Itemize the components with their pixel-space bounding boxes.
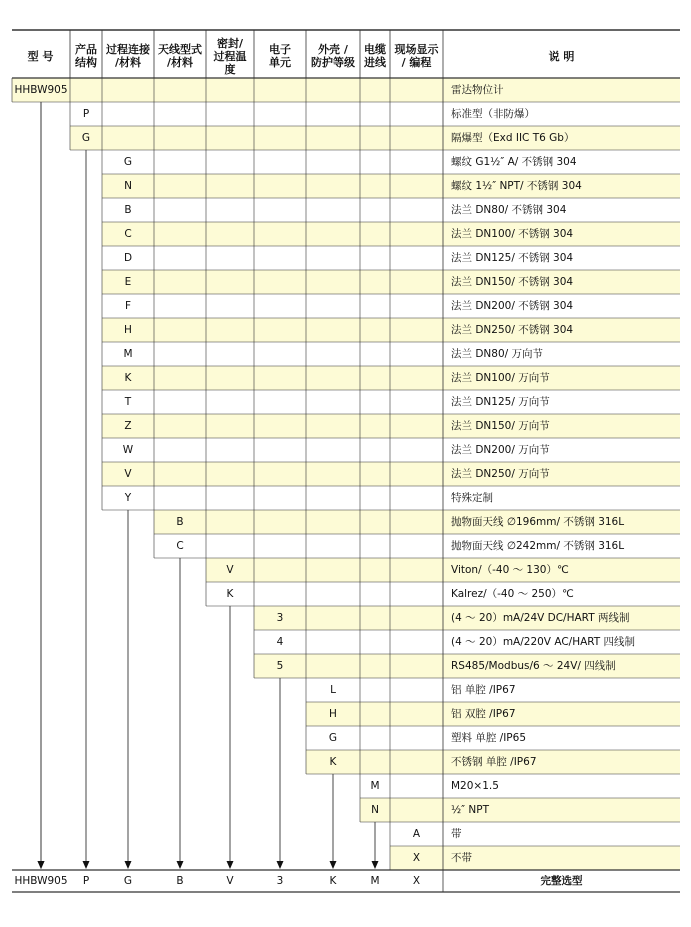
- option-code: T: [124, 396, 132, 408]
- summary-code: M: [370, 875, 380, 887]
- row-highlight: [102, 270, 680, 294]
- summary-code: 3: [276, 875, 284, 887]
- option-description: 法兰 DN80/ 万向节: [451, 348, 544, 360]
- header-antenna: 天线型式 /材料: [158, 43, 202, 69]
- summary-code: B: [176, 875, 184, 887]
- row-highlight: [12, 78, 680, 102]
- option-code: V: [226, 564, 234, 576]
- option-description: 法兰 DN125/ 不锈钢 304: [451, 252, 574, 264]
- option-code: 4: [276, 636, 284, 648]
- option-code: G: [123, 156, 133, 168]
- option-code: 5: [276, 660, 284, 672]
- option-code: K: [329, 756, 337, 768]
- arrow-head: [38, 861, 45, 869]
- option-code: C: [176, 540, 184, 552]
- option-description: 螺纹 G1½″ A/ 不锈钢 304: [451, 156, 577, 168]
- option-code: D: [123, 252, 133, 264]
- option-description: 抛物面天线 ∅196mm/ 不锈钢 316L: [451, 516, 625, 528]
- option-code: L: [330, 684, 336, 696]
- option-code: HHBW905: [14, 84, 68, 96]
- arrow-head: [277, 861, 284, 869]
- option-description: 不锈钢 单腔 /IP67: [451, 756, 537, 768]
- summary-label: 完整选型: [540, 875, 583, 887]
- option-code: G: [328, 732, 338, 744]
- option-description: 法兰 DN100/ 万向节: [451, 372, 550, 384]
- option-description: 法兰 DN200/ 不锈钢 304: [451, 300, 574, 312]
- arrow-head: [227, 861, 234, 869]
- row-highlight: [102, 222, 680, 246]
- option-code: X: [412, 852, 421, 864]
- option-description: Viton/（-40 ～ 130）℃: [451, 564, 569, 576]
- option-description: (4 ～ 20）mA/24V DC/HART 两线制: [451, 612, 630, 624]
- option-code: F: [124, 300, 132, 312]
- option-code: H: [329, 708, 337, 720]
- row-highlight: [360, 798, 680, 822]
- option-description: 不带: [451, 852, 472, 864]
- option-code: M: [123, 348, 133, 360]
- summary-code: G: [123, 875, 133, 887]
- option-code: M: [370, 780, 380, 792]
- header-model: 型 号: [27, 49, 54, 63]
- option-code: N: [371, 804, 379, 816]
- option-code: V: [124, 468, 132, 480]
- option-description: M20×1.5: [451, 780, 499, 792]
- option-description: 法兰 DN150/ 万向节: [451, 420, 550, 432]
- option-code: B: [124, 204, 132, 216]
- option-description: 法兰 DN250/ 万向节: [451, 468, 550, 480]
- option-code: K: [124, 372, 132, 384]
- option-description: 隔爆型（Exd IIC T6 Gb）: [451, 132, 575, 144]
- option-code: G: [81, 132, 91, 144]
- option-description: 法兰 DN80/ 不锈钢 304: [451, 204, 567, 216]
- header-description: 说 明: [548, 49, 575, 63]
- header-electronics: 电子 单元: [269, 43, 291, 69]
- summary-code: V: [226, 875, 234, 887]
- option-description: 雷达物位计: [451, 84, 504, 96]
- header-display: 现场显示 / 编程: [394, 43, 439, 69]
- summary-code: K: [329, 875, 337, 887]
- arrow-head: [177, 861, 184, 869]
- header-cable-entry: 电缆 进线: [364, 43, 386, 69]
- option-description: 标准型（非防爆）: [451, 108, 535, 120]
- arrow-head: [330, 861, 337, 869]
- option-description: 铝 双腔 /IP67: [451, 708, 516, 720]
- option-description: 法兰 DN100/ 不锈钢 304: [451, 228, 574, 240]
- option-description: 法兰 DN250/ 不锈钢 304: [451, 324, 574, 336]
- option-code: B: [176, 516, 184, 528]
- option-code: P: [82, 108, 90, 120]
- arrow-head: [372, 861, 379, 869]
- option-code: W: [122, 444, 134, 456]
- row-highlight: [102, 366, 680, 390]
- option-description: 法兰 DN200/ 万向节: [451, 444, 550, 456]
- option-description: 法兰 DN150/ 不锈钢 304: [451, 276, 574, 288]
- option-code: E: [124, 276, 132, 288]
- option-code: Y: [124, 492, 132, 504]
- option-description: 塑料 单腔 /IP65: [451, 732, 527, 744]
- header-process-connection: 过程连接 /材料: [106, 43, 150, 69]
- option-description: 法兰 DN125/ 万向节: [451, 396, 550, 408]
- option-code: C: [124, 228, 132, 240]
- option-code: 3: [276, 612, 284, 624]
- option-code: A: [412, 828, 421, 840]
- option-code: Z: [124, 420, 132, 432]
- summary-code: X: [412, 875, 421, 887]
- arrow-head: [83, 861, 90, 869]
- row-highlight: [70, 126, 680, 150]
- option-description: RS485/Modbus/6 ～ 24V/ 四线制: [451, 660, 616, 672]
- summary-code: HHBW905: [14, 875, 68, 887]
- option-code: H: [124, 324, 132, 336]
- row-highlight: [102, 462, 680, 486]
- option-description: 抛物面天线 ∅242mm/ 不锈钢 316L: [451, 540, 625, 552]
- option-code: N: [124, 180, 132, 192]
- arrow-head: [125, 861, 132, 869]
- row-highlight: [102, 174, 680, 198]
- option-code: K: [226, 588, 234, 600]
- option-description: 螺纹 1½″ NPT/ 不锈钢 304: [451, 180, 582, 192]
- header-structure: 产品 结构: [75, 43, 97, 69]
- row-highlight: [102, 414, 680, 438]
- option-description: ½″ NPT: [451, 804, 490, 816]
- summary-code: P: [82, 875, 90, 887]
- row-highlight: [102, 318, 680, 342]
- header-housing: 外壳 / 防护等级: [311, 43, 355, 69]
- option-description: 特殊定制: [451, 492, 493, 504]
- option-description: Kalrez/（-40 ～ 250）℃: [451, 588, 574, 600]
- header-seal-temperature: 密封/ 过程温 度: [213, 36, 247, 76]
- option-description: (4 ～ 20）mA/220V AC/HART 四线制: [451, 636, 636, 648]
- option-description: 铝 单腔 /IP67: [451, 684, 516, 696]
- option-description: 带: [451, 828, 462, 840]
